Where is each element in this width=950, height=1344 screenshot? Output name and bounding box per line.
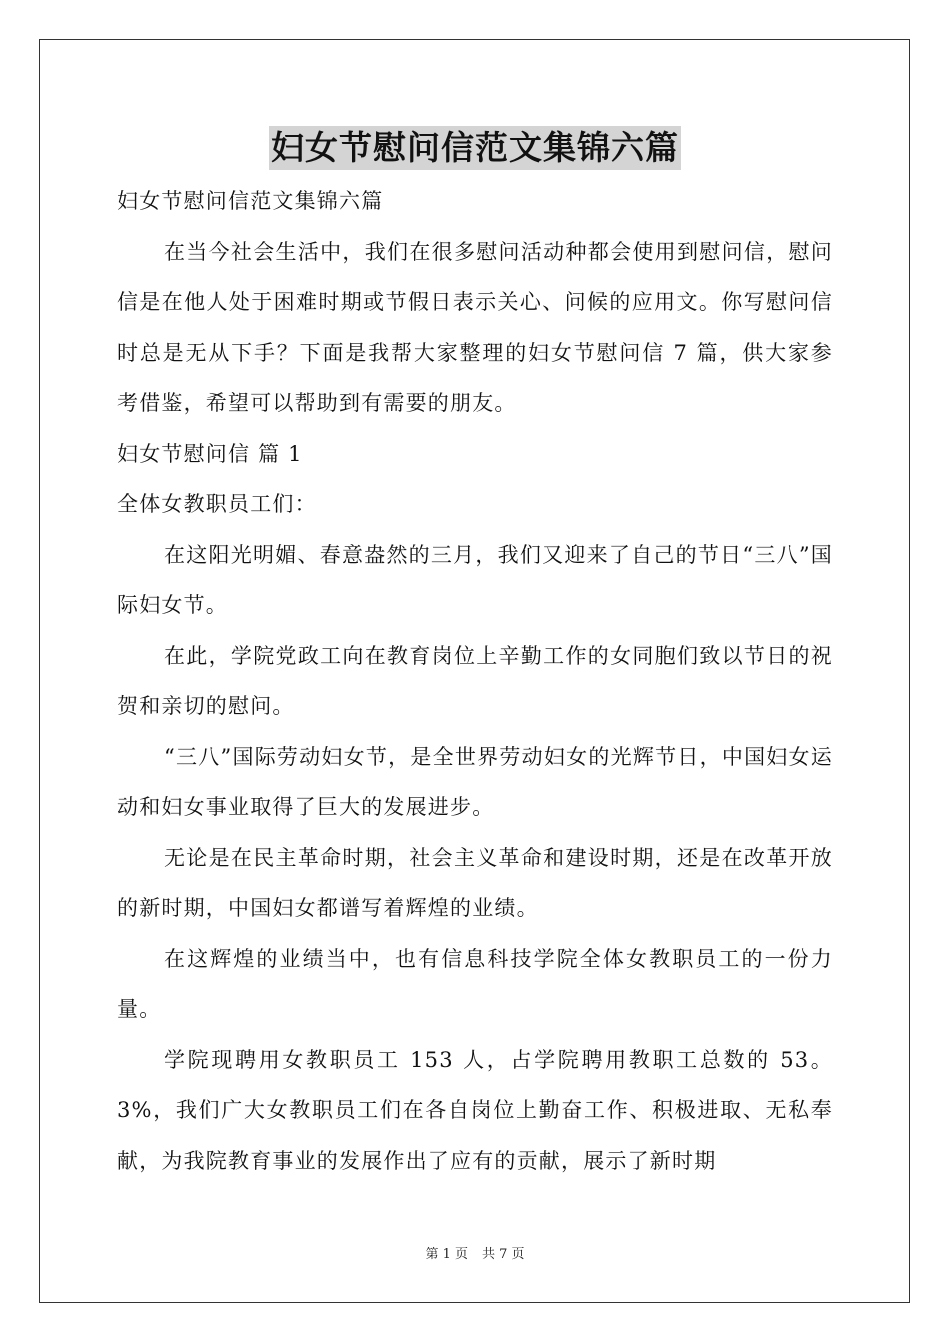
- page-total: 共 7 页: [482, 1247, 525, 1262]
- body-paragraph: 在这阳光明媚、春意盎然的三月，我们又迎来了自己的节日“三八”国际妇女节。: [117, 542, 833, 617]
- title-container: [0, 126, 950, 170]
- section-heading: 妇女节慰问信 篇 1: [117, 441, 303, 466]
- body-paragraph: 学院现聘用女教职员工 153 人，占学院聘用教职工总数的 53。3%，我们广大女教职员工们在各自岗位上勤奋工作、积极进取、无私奉献，为我院教育事业的发展作出了应有的贡献，展示了新时期: [117, 1047, 833, 1173]
- body-paragraph: 在这辉煌的业绩当中，也有信息科技学院全体女教职员工的一份力量。: [117, 946, 833, 1021]
- salutation: 全体女教职员工们：: [117, 492, 317, 516]
- intro-paragraph: 在当今社会生活中，我们在很多慰问活动种都会使用到慰问信，慰问信是在他人处于困难时期或节假日表示关心、问候的应用文。你写慰问信时总是无从下手？下面是我帮大家整理的妇女节慰问信 7 篇，供大家参考借鉴，希望可以帮助到有需要的朋友。: [117, 239, 833, 415]
- subtitle-paragraph: 妇女节慰问信范文集锦六篇: [117, 189, 384, 213]
- page-number: 第 1 页: [425, 1247, 468, 1262]
- body-paragraph: 无论是在民主革命时期，社会主义革命和建设时期，还是在改革开放的新时期，中国妇女都谱写着辉煌的业绩。: [117, 845, 833, 920]
- body-paragraph: “三八”国际劳动妇女节，是全世界劳动妇女的光辉节日，中国妇女运动和妇女事业取得了巨大的发展进步。: [117, 744, 833, 819]
- document-body: [117, 176, 833, 1186]
- body-paragraph: 在此，学院党政工向在教育岗位上辛勤工作的女同胞们致以节日的祝贺和亲切的慰问。: [117, 643, 833, 718]
- page-footer: [0, 1246, 950, 1264]
- document-title: 妇女节慰问信范文集锦六篇: [269, 126, 681, 170]
